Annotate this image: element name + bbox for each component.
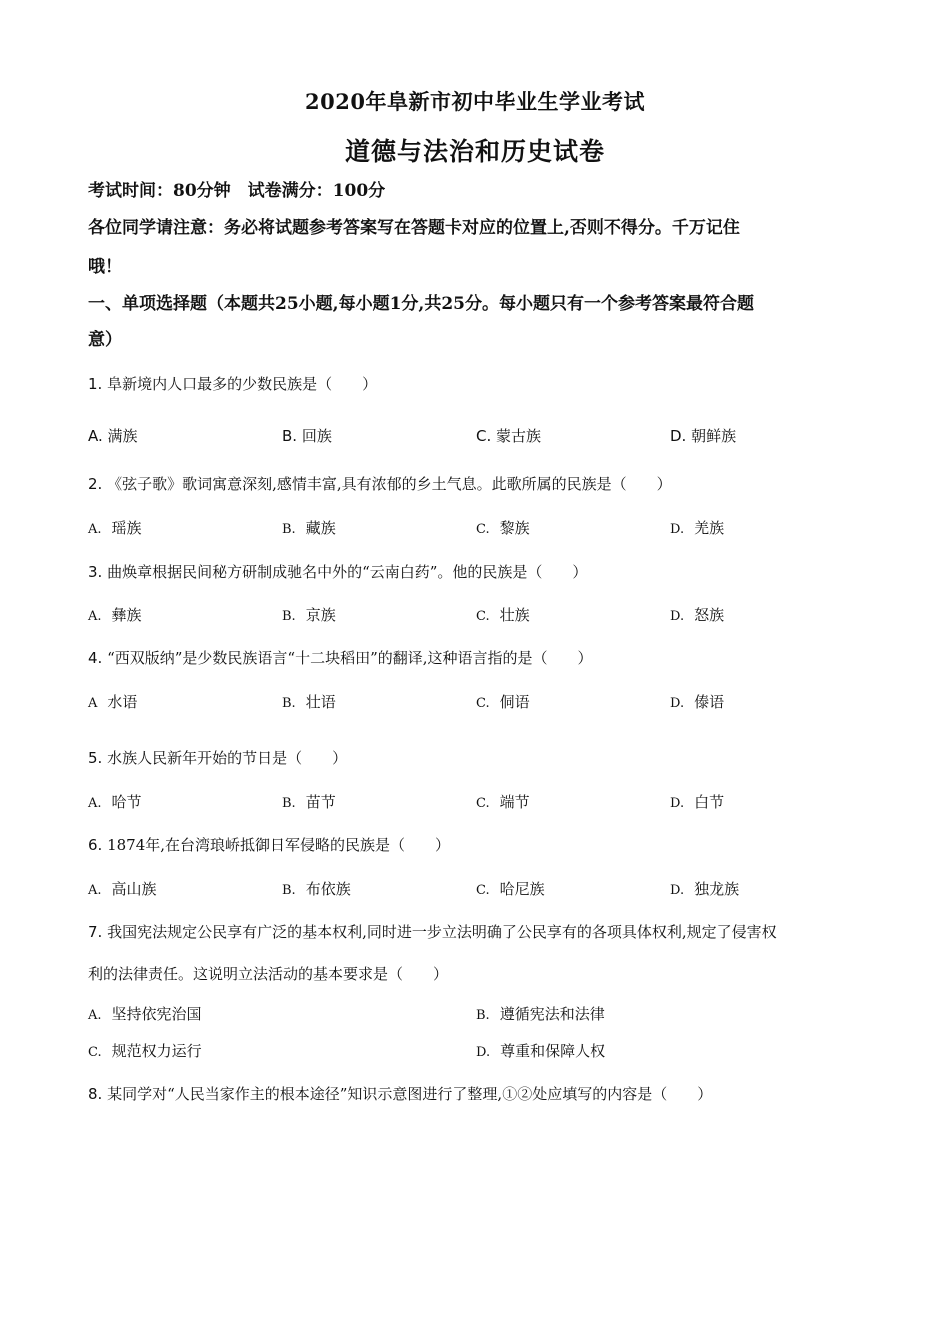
option-a: A. 哈节 bbox=[88, 793, 142, 811]
option-c: C. 哈尼族 bbox=[476, 880, 545, 898]
option-a: A. 瑶族 bbox=[88, 519, 142, 537]
question-4 bbox=[88, 649, 868, 667]
question-text: 某同学对“人民当家作主的根本途径”知识示意图进行了整理,①②处应填写的内容是（ ） bbox=[107, 1085, 713, 1103]
option-c: C. 规范权力运行 bbox=[88, 1042, 202, 1060]
option-b: B. 布依族 bbox=[282, 880, 351, 898]
option-b: B. 回族 bbox=[282, 427, 332, 445]
question-text: 水族人民新年开始的节日是（ ） bbox=[107, 749, 348, 767]
question-7-options-row2 bbox=[88, 1040, 868, 1062]
exam-subtitle: 道德与法治和历史试卷 bbox=[344, 137, 605, 166]
question-text: 阜新境内人口最多的少数民族是（ ） bbox=[107, 375, 378, 393]
question-number: 2. bbox=[88, 475, 103, 493]
question-text: 1874年,在台湾琅峤抵御日军侵略的民族是（ ） bbox=[107, 836, 451, 854]
question-number: 5. bbox=[88, 749, 103, 767]
exam-notice-line1: 各位同学请注意：务必将试题参考答案写在答题卡对应的位置上,否则不得分。千万记住 bbox=[88, 218, 740, 238]
option-b: B. 壮语 bbox=[282, 693, 336, 711]
section-heading-line2: 意） bbox=[88, 330, 122, 350]
option-c: C. 蒙古族 bbox=[476, 427, 542, 445]
question-number: 8. bbox=[88, 1085, 103, 1103]
question-5 bbox=[88, 749, 868, 767]
option-a: A 水语 bbox=[88, 693, 138, 711]
question-6-options bbox=[88, 878, 868, 900]
question-text: 《弦子歌》歌词寓意深刻,感情丰富,具有浓郁的乡土气息。此歌所属的民族是（ ） bbox=[107, 475, 672, 493]
question-7 bbox=[88, 923, 868, 941]
question-6 bbox=[88, 836, 868, 854]
question-5-options bbox=[88, 791, 868, 813]
option-c: C. 端节 bbox=[476, 793, 530, 811]
exam-title: 2020年阜新市初中毕业生学业考试 bbox=[305, 89, 645, 114]
exam-time-info: 考试时间：80分钟 试卷满分：100分 bbox=[88, 181, 386, 201]
question-number: 6. bbox=[88, 836, 103, 854]
option-c: C. 黎族 bbox=[476, 519, 530, 537]
option-d: D. 独龙族 bbox=[670, 880, 740, 898]
question-number: 3. bbox=[88, 563, 103, 581]
section-heading-line1: 一、单项选择题（本题共25小题,每小题1分,共25分。每小题只有一个参考答案最符合题 bbox=[88, 294, 754, 314]
question-4-options bbox=[88, 691, 868, 713]
question-2-options bbox=[88, 517, 868, 539]
question-3-options bbox=[88, 604, 868, 626]
exam-notice-line2: 哦！ bbox=[88, 257, 122, 277]
question-text: “西双版纳”是少数民族语言“十二块稻田”的翻译,这种语言指的是（ ） bbox=[107, 649, 593, 667]
option-a: A. 满族 bbox=[88, 427, 138, 445]
question-2 bbox=[88, 475, 868, 493]
option-a: A. 彝族 bbox=[88, 606, 142, 624]
option-d: D. 白节 bbox=[670, 793, 725, 811]
option-b: B. 藏族 bbox=[282, 519, 336, 537]
question-number: 4. bbox=[88, 649, 103, 667]
option-b: B. 遵循宪法和法律 bbox=[476, 1005, 605, 1023]
question-text: 曲焕章根据民间秘方研制成驰名中外的“云南白药”。他的民族是（ ） bbox=[107, 563, 588, 581]
option-d: D. 朝鲜族 bbox=[670, 427, 737, 445]
question-3 bbox=[88, 563, 868, 581]
option-d: D. 傣语 bbox=[670, 693, 725, 711]
option-a: A. 坚持依宪治国 bbox=[88, 1005, 202, 1023]
option-d: D. 怒族 bbox=[670, 606, 725, 624]
option-b: B. 京族 bbox=[282, 606, 336, 624]
option-d: D. 尊重和保障人权 bbox=[476, 1042, 606, 1060]
question-number: 1. bbox=[88, 375, 103, 393]
option-b: B. 苗节 bbox=[282, 793, 336, 811]
question-1 bbox=[88, 375, 868, 393]
option-d: D. 羌族 bbox=[670, 519, 725, 537]
option-a: A. 高山族 bbox=[88, 880, 157, 898]
option-c: C. 壮族 bbox=[476, 606, 530, 624]
question-8 bbox=[88, 1085, 868, 1103]
question-text: 我国宪法规定公民享有广泛的基本权利,同时进一步立法明确了公民享有的各项具体权利,规定了侵害权 bbox=[107, 923, 777, 941]
question-7-line2: 利的法律责任。这说明立法活动的基本要求是（ ） bbox=[88, 965, 449, 983]
question-1-options bbox=[88, 425, 868, 447]
question-number: 7. bbox=[88, 923, 103, 941]
option-c: C. 侗语 bbox=[476, 693, 530, 711]
question-7-options-row1 bbox=[88, 1003, 868, 1025]
